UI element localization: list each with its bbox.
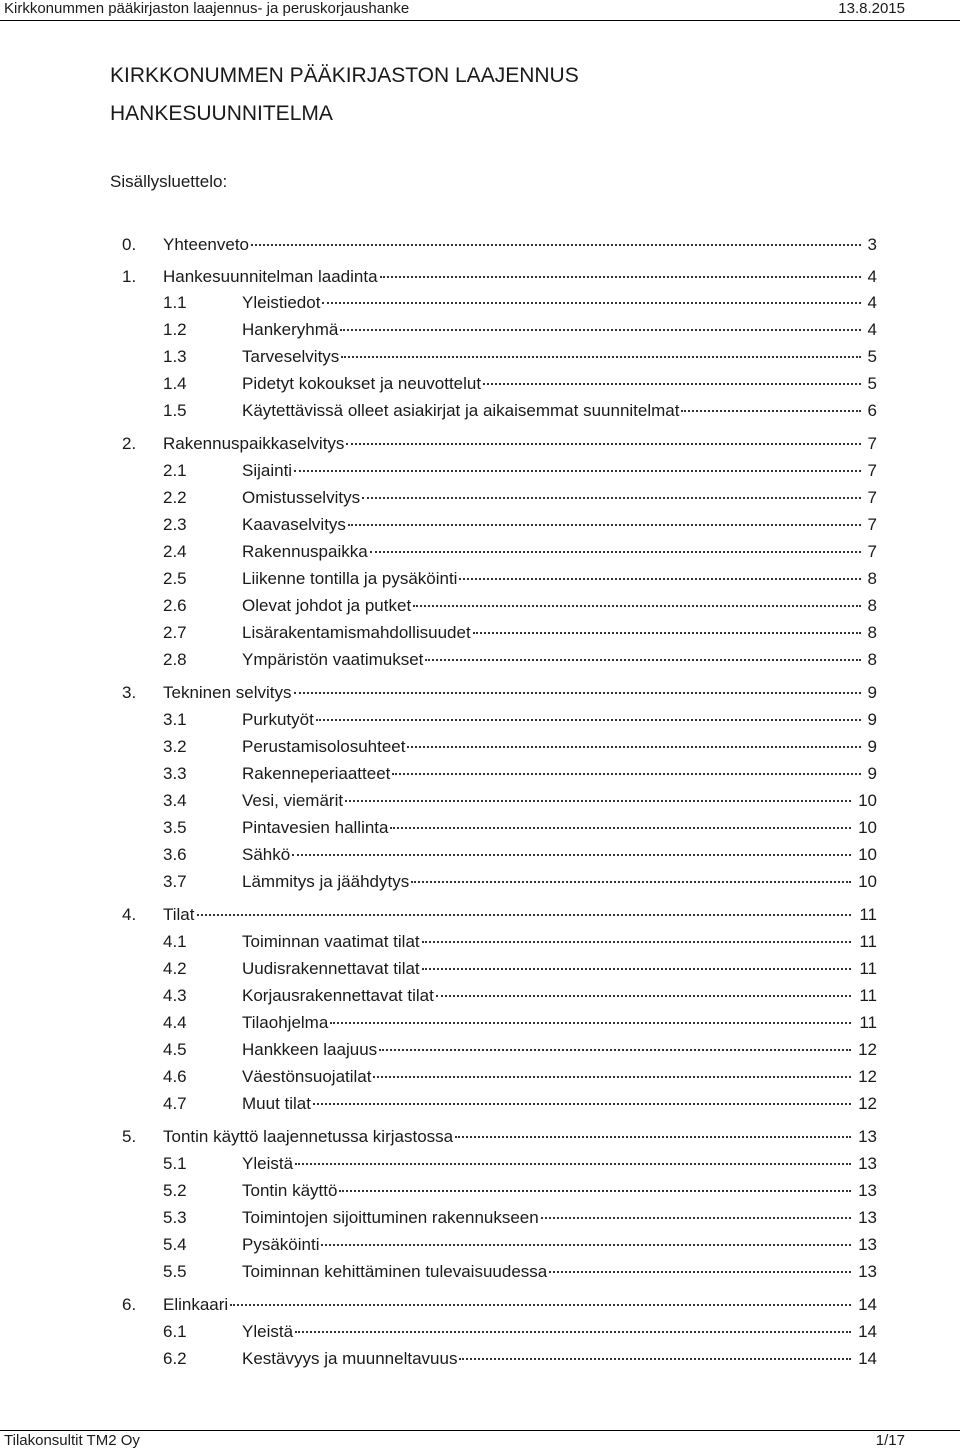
- header-title: Kirkkonummen pääkirjaston laajennus- ja peruskorjaushanke: [4, 0, 410, 17]
- toc-entry-label: Tilat: [163, 905, 195, 924]
- toc-entry-number: 2.2: [163, 488, 187, 507]
- toc-entry[interactable]: [163, 374, 877, 396]
- toc-entry-label: Tontin käyttö: [242, 1181, 338, 1200]
- toc-entry-label: Toiminnan kehittäminen tulevaisuudessa: [242, 1262, 548, 1281]
- toc-entry-label: Lämmitys ja jäähdytys: [242, 872, 410, 891]
- toc-entry-page: 13: [858, 1208, 877, 1227]
- toc-entry-page: 14: [858, 1349, 877, 1368]
- toc-entry-page: 11: [859, 905, 877, 924]
- toc-entry-number: 6.: [122, 1295, 137, 1314]
- toc-entry-label: Käytettävissä olleet asiakirjat ja aikaisemmat suunnitelmat: [242, 401, 680, 420]
- toc-entry-page: 5: [867, 347, 877, 366]
- toc-entry[interactable]: [163, 1262, 877, 1284]
- toc-entry-label: Toiminnan vaatimat tilat: [242, 932, 420, 951]
- document-title: KIRKKONUMMEN PÄÄKIRJASTON LAAJENNUS: [110, 64, 579, 87]
- toc-entry-label: Pysäköinti: [242, 1235, 320, 1254]
- toc-entry-page: 14: [858, 1295, 877, 1314]
- toc-entry-label: Tontin käyttö laajennetussa kirjastossa: [163, 1127, 454, 1146]
- toc-entry-page: 4: [867, 267, 877, 286]
- toc-entry-number: 2.6: [163, 596, 187, 615]
- toc-dot-leader: [340, 328, 861, 331]
- toc-entry[interactable]: [163, 1067, 877, 1089]
- toc-entry[interactable]: [163, 542, 877, 564]
- toc-entry[interactable]: [163, 569, 877, 591]
- toc-entry-number: 6.2: [163, 1349, 187, 1368]
- toc-entry[interactable]: [163, 401, 877, 423]
- toc-entry-label: Korjausrakennettavat tilat: [242, 986, 434, 1005]
- toc-dot-leader: [339, 1189, 851, 1192]
- toc-dot-leader: [295, 1330, 851, 1333]
- toc-entry[interactable]: [163, 650, 877, 672]
- toc-entry-number: 1.2: [163, 320, 187, 339]
- toc-entry[interactable]: [163, 872, 877, 894]
- toc-entry-page: 12: [858, 1094, 877, 1113]
- toc-entry-number: 2.4: [163, 542, 187, 561]
- toc-entry-number: 2.8: [163, 650, 187, 669]
- toc-entry-page: 11: [859, 932, 877, 951]
- toc-entry-page: 6: [867, 401, 877, 420]
- toc-entry[interactable]: [163, 1349, 877, 1371]
- toc-dot-leader: [392, 772, 861, 775]
- toc-dot-leader: [373, 1075, 851, 1078]
- toc-entry-number: 1.5: [163, 401, 187, 420]
- toc-entry-number: 3.: [122, 683, 137, 702]
- toc-entry-number: 3.5: [163, 818, 187, 837]
- toc-entry-number: 2.1: [163, 461, 187, 480]
- toc-dot-leader: [370, 550, 861, 553]
- toc-entry-number: 1.: [122, 267, 137, 286]
- toc-dot-leader: [411, 880, 851, 883]
- toc-entry-page: 12: [858, 1067, 877, 1086]
- toc-entry[interactable]: [163, 488, 877, 510]
- toc-entry-page: 8: [867, 650, 877, 669]
- toc-entry-number: 4.2: [163, 959, 187, 978]
- toc-dot-leader: [362, 496, 861, 499]
- toc-entry-label: Tilaohjelma: [242, 1013, 329, 1032]
- toc-dot-leader: [295, 1162, 851, 1165]
- toc-entry[interactable]: [163, 347, 877, 369]
- toc-entry-number: 3.7: [163, 872, 187, 891]
- toc-dot-leader: [346, 442, 861, 445]
- toc-entry[interactable]: [122, 683, 877, 705]
- toc-entry-label: Kaavaselvitys: [242, 515, 346, 534]
- toc-entry-page: 11: [859, 1013, 877, 1032]
- toc-entry[interactable]: [163, 1154, 877, 1176]
- toc-dot-leader: [345, 799, 851, 802]
- toc-entry-page: 4: [867, 320, 877, 339]
- toc-dot-leader: [313, 1102, 851, 1105]
- toc-entry-number: 1.1: [163, 293, 187, 312]
- toc-dot-leader: [390, 826, 851, 829]
- toc-entry-number: 5.1: [163, 1154, 187, 1173]
- toc-entry-page: 3: [867, 235, 877, 254]
- toc-entry-label: Hankesuunnitelman laadinta: [163, 267, 378, 286]
- toc-dot-leader: [348, 523, 861, 526]
- toc-dot-leader: [322, 301, 861, 304]
- toc-entry[interactable]: [163, 1208, 877, 1230]
- toc-entry[interactable]: [163, 1040, 877, 1062]
- toc-entry[interactable]: [163, 596, 877, 618]
- toc-entry-page: 7: [867, 461, 877, 480]
- toc-entry-page: 13: [858, 1127, 877, 1146]
- toc-dot-leader: [341, 355, 861, 358]
- toc-entry-page: 8: [867, 569, 877, 588]
- toc-entry-label: Yhteenveto: [163, 235, 250, 254]
- toc-entry-number: 5.3: [163, 1208, 187, 1227]
- toc-dot-leader: [294, 691, 861, 694]
- toc-entry[interactable]: [163, 1181, 877, 1203]
- toc-entry-number: 5.4: [163, 1235, 187, 1254]
- toc-dot-leader: [473, 631, 861, 634]
- toc-entry-label: Kestävyys ja muunneltavuus: [242, 1349, 458, 1368]
- toc-dot-leader: [422, 940, 851, 943]
- toc-entry[interactable]: [122, 267, 877, 289]
- toc-entry[interactable]: [163, 791, 877, 813]
- toc-dot-leader: [436, 994, 851, 997]
- toc-dot-leader: [292, 853, 851, 856]
- toc-entry-page: 7: [867, 488, 877, 507]
- toc-entry-page: 11: [859, 986, 877, 1005]
- toc-entry-number: 3.3: [163, 764, 187, 783]
- toc-entry-page: 5: [867, 374, 877, 393]
- toc-dot-leader: [316, 718, 861, 721]
- toc-entry-label: Rakennuspaikkaselvitys: [163, 434, 345, 453]
- document-subtitle: HANKESUUNNITELMA: [110, 102, 333, 125]
- toc-entry-page: 9: [867, 764, 877, 783]
- toc-entry-page: 12: [858, 1040, 877, 1059]
- toc-entry[interactable]: [163, 986, 877, 1008]
- toc-dot-leader: [380, 275, 861, 278]
- toc-entry-number: 1.4: [163, 374, 187, 393]
- toc-entry-page: 8: [867, 623, 877, 642]
- toc-dot-leader: [294, 469, 861, 472]
- toc-entry[interactable]: [122, 235, 877, 257]
- toc-entry-label: Perustamisolosuhteet: [242, 737, 406, 756]
- toc-entry-page: 13: [858, 1181, 877, 1200]
- toc-entry-page: 9: [867, 737, 877, 756]
- toc-entry-label: Elinkaari: [163, 1295, 229, 1314]
- toc-entry-label: Liikenne tontilla ja pysäköinti: [242, 569, 458, 588]
- toc-entry-number: 4.4: [163, 1013, 187, 1032]
- toc-entry-label: Sähkö: [242, 845, 291, 864]
- toc-dot-leader: [230, 1303, 851, 1306]
- toc-entry-page: 8: [867, 596, 877, 615]
- toc-dot-leader: [425, 658, 861, 661]
- toc-entry-label: Rakennuspaikka: [242, 542, 368, 561]
- toc-entry-page: 14: [858, 1322, 877, 1341]
- toc-entry-label: Ympäristön vaatimukset: [242, 650, 424, 669]
- toc-entry-page: 9: [867, 683, 877, 702]
- toc-entry[interactable]: [163, 959, 877, 981]
- toc-entry-label: Muut tilat: [242, 1094, 311, 1113]
- toc-dot-leader: [413, 604, 861, 607]
- toc-entry-page: 13: [858, 1154, 877, 1173]
- toc-entry-page: 7: [867, 542, 877, 561]
- toc-entry-label: Yleistä: [242, 1154, 294, 1173]
- toc-entry-page: 10: [858, 872, 877, 891]
- toc-entry-page: 9: [867, 710, 877, 729]
- toc-entry-label: Tarveselvitys: [242, 347, 340, 366]
- toc-entry-label: Pidetyt kokoukset ja neuvottelut: [242, 374, 482, 393]
- toc-entry-label: Tekninen selvitys: [163, 683, 292, 702]
- toc-entry-number: 4.1: [163, 932, 187, 951]
- toc-entry-number: 2.: [122, 434, 137, 453]
- toc-entry-page: 10: [858, 818, 877, 837]
- footer-company: Tilakonsultit TM2 Oy: [4, 1432, 140, 1449]
- toc-dot-leader: [549, 1270, 851, 1273]
- toc-entry[interactable]: [163, 932, 877, 954]
- toc-dot-leader: [681, 409, 861, 412]
- toc-entry[interactable]: [122, 434, 877, 456]
- toc-dot-leader: [379, 1048, 851, 1051]
- toc-entry-label: Uudisrakennettavat tilat: [242, 959, 420, 978]
- toc-entry-label: Yleistä: [242, 1322, 294, 1341]
- toc-dot-leader: [330, 1021, 851, 1024]
- toc-entry-label: Pintavesien hallinta: [242, 818, 389, 837]
- toc-entry[interactable]: [163, 461, 877, 483]
- toc-heading: Sisällysluettelo:: [110, 172, 228, 191]
- toc-entry-number: 2.5: [163, 569, 187, 588]
- toc-entry[interactable]: [163, 1094, 877, 1116]
- footer-divider: [0, 1430, 960, 1431]
- toc-dot-leader: [197, 913, 852, 916]
- toc-entry-label: Purkutyöt: [242, 710, 314, 729]
- toc-dot-leader: [459, 577, 861, 580]
- toc-entry-number: 1.3: [163, 347, 187, 366]
- toc-dot-leader: [321, 1243, 851, 1246]
- toc-entry-label: Yleistiedot: [242, 293, 321, 312]
- toc-dot-leader: [422, 967, 851, 970]
- toc-entry[interactable]: [163, 1235, 877, 1257]
- toc-dot-leader: [541, 1216, 851, 1219]
- toc-entry[interactable]: [163, 293, 877, 315]
- toc-entry-number: 2.3: [163, 515, 187, 534]
- footer-page-indicator: 1/17: [875, 1432, 905, 1449]
- toc-entry-label: Olevat johdot ja putket: [242, 596, 412, 615]
- toc-entry-page: 10: [858, 845, 877, 864]
- toc-entry[interactable]: [163, 845, 877, 867]
- toc-entry-number: 5.5: [163, 1262, 187, 1281]
- toc-entry-number: 4.6: [163, 1067, 187, 1086]
- toc-entry[interactable]: [163, 623, 877, 645]
- toc-entry-number: 4.3: [163, 986, 187, 1005]
- toc-entry-page: 10: [858, 791, 877, 810]
- toc-dot-leader: [251, 243, 861, 246]
- toc-entry-number: 4.: [122, 905, 137, 924]
- toc-entry-number: 4.7: [163, 1094, 187, 1113]
- toc-entry[interactable]: [122, 905, 877, 927]
- toc-entry-label: Sijainti: [242, 461, 293, 480]
- toc-entry-number: 3.6: [163, 845, 187, 864]
- toc-entry-label: Toimintojen sijoittuminen rakennukseen: [242, 1208, 539, 1227]
- toc-entry-number: 3.2: [163, 737, 187, 756]
- toc-entry[interactable]: [163, 710, 877, 732]
- toc-entry-page: 13: [858, 1262, 877, 1281]
- toc-dot-leader: [407, 745, 861, 748]
- toc-entry-page: 7: [867, 434, 877, 453]
- toc-entry-label: Omistusselvitys: [242, 488, 361, 507]
- toc-entry-number: 5.: [122, 1127, 137, 1146]
- toc-entry[interactable]: [163, 764, 877, 786]
- toc-entry[interactable]: [163, 737, 877, 759]
- toc-entry-label: Lisärakentamismahdollisuudet: [242, 623, 471, 642]
- toc-entry[interactable]: [163, 1013, 877, 1035]
- toc-entry-number: 2.7: [163, 623, 187, 642]
- header-date: 13.8.2015: [838, 0, 905, 17]
- toc-entry-page: 11: [859, 959, 877, 978]
- toc-entry-label: Rakenneperiaatteet: [242, 764, 391, 783]
- toc-entry-label: Hankkeen laajuus: [242, 1040, 378, 1059]
- toc-entry-label: Väestönsuojatilat: [242, 1067, 372, 1086]
- toc-entry-number: 3.4: [163, 791, 187, 810]
- toc-dot-leader: [459, 1357, 851, 1360]
- toc-entry-number: 3.1: [163, 710, 187, 729]
- toc-entry[interactable]: [163, 515, 877, 537]
- toc-entry-label: Vesi, viemärit: [242, 791, 344, 810]
- toc-entry[interactable]: [122, 1127, 877, 1149]
- toc-entry-page: 7: [867, 515, 877, 534]
- toc-entry[interactable]: [163, 818, 877, 840]
- toc-entry-number: 5.2: [163, 1181, 187, 1200]
- toc-entry-number: 4.5: [163, 1040, 187, 1059]
- toc-entry-page: 13: [858, 1235, 877, 1254]
- toc-entry[interactable]: [163, 320, 877, 342]
- toc-entry-number: 6.1: [163, 1322, 187, 1341]
- toc-entry[interactable]: [163, 1322, 877, 1344]
- toc-dot-leader: [483, 382, 861, 385]
- toc-entry-page: 4: [867, 293, 877, 312]
- toc-entry-label: Hankeryhmä: [242, 320, 339, 339]
- toc-dot-leader: [455, 1135, 851, 1138]
- header-divider: [0, 20, 960, 21]
- toc-entry[interactable]: [122, 1295, 877, 1317]
- toc-entry-number: 0.: [122, 235, 137, 254]
